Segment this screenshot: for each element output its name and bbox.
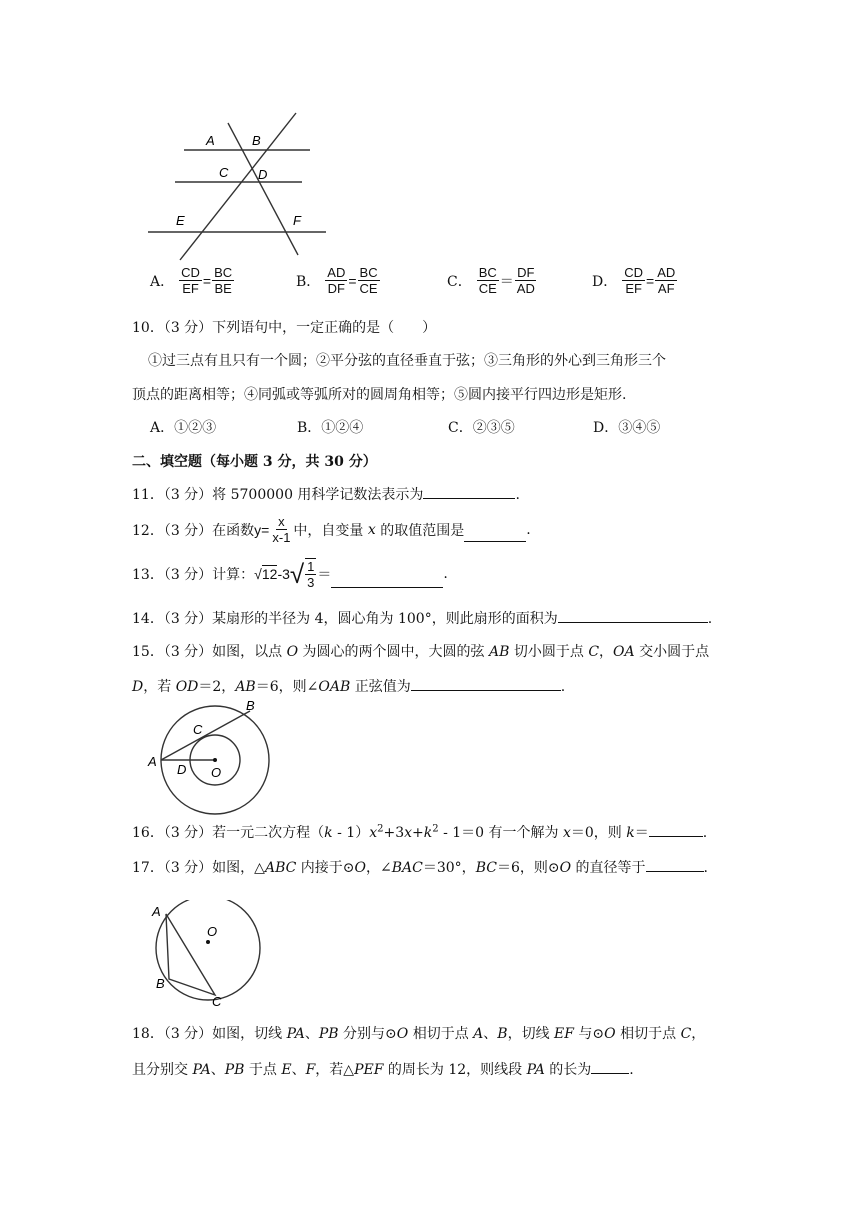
q17-label-B: B [156, 976, 165, 991]
q10-stem: 10．（3 分）下列语句中，一定正确的是（ ） [132, 320, 437, 336]
section-2-title: 二、填空题（每小题 3 分，共 30 分） [132, 454, 377, 470]
q17-label-C: C [212, 994, 222, 1009]
q16: 16．（3 分）若一元二次方程$(k - 1)x^2+3x+k^2 - 1=0$ 有一个解为 x＝0，则 k＝ . [132, 823, 708, 841]
q17-label-O: O [207, 924, 218, 939]
q15-label-C: C [193, 722, 203, 737]
q14: 14．（3 分）某扇形的半径为 4，圆心角为 100°，则此扇形的面积为 . [132, 608, 712, 628]
q9-figure [140, 105, 340, 265]
q10-option-d[interactable]: D．③④⑤ [593, 420, 661, 436]
q15-line2: D，若 OD＝2，AB＝6，则∠OAB 正弦值为 . [132, 676, 565, 696]
q10-option-c[interactable]: C．②③⑤ [448, 420, 515, 436]
q9-option-b[interactable]: B． $\frac{AD}{DF}$ = $\frac{BC}{CE}$ [296, 265, 378, 296]
q10-statements-line1: ①过三点有且只有一个圆；②平分弦的直径垂直于弦；③三角形的外心到三角形三个 [148, 353, 666, 369]
q9-label-B: B [252, 133, 261, 148]
q9-label-C: C [219, 165, 229, 180]
q9-option-a[interactable]: A． $\frac{CD}{EF}$ = $\frac{BC}{BE}$ [150, 265, 233, 296]
q15-label-A: A [148, 754, 157, 769]
q15-figure [145, 698, 275, 816]
q17-answer-blank[interactable] [646, 857, 704, 872]
q12-answer-blank[interactable] [464, 527, 526, 542]
q14-answer-blank[interactable] [558, 608, 708, 623]
q9-option-c[interactable]: C． $\frac{BC}{CE}$ ＝ $\frac{DF}{AD}$ [447, 265, 535, 296]
q17-label-A: A [152, 904, 161, 919]
q15-label-D: D [177, 762, 187, 777]
q16-answer-blank[interactable] [649, 822, 703, 837]
q15-label-B: B [246, 698, 255, 713]
q10-statements-line2: 顶点的距离相等；④同弧或等弧所对的圆周角相等；⑤圆内接平行四边形是矩形. [132, 387, 627, 403]
q18-line2: 且分别交 PA、PB 于点 E、F，若△PEF 的周长为 12，则线段 PA 的长为 . [132, 1059, 634, 1079]
q11: 11．（3 分）将 5700000 用科学记数法表示为 . [132, 484, 520, 504]
q15-line1: 15．（3 分）如图，以点 O 为圆心的两个圆中，大圆的弦 AB 切小圆于点 C，OA 交小圆于点 [132, 644, 710, 660]
q9-label-F: F [293, 213, 301, 228]
q12: 12．（3 分）在函数 y= $\frac{x}{x-1}$ 中，自变量 x 的取值范围是 . [132, 514, 531, 545]
q15-label-O: O [211, 765, 222, 780]
q15-answer-blank[interactable] [411, 676, 561, 691]
sqrt-12: √12 [254, 566, 278, 582]
q10-option-a[interactable]: A．①②③ [150, 420, 217, 436]
q18-line1: 18．（3 分）如图，切线 PA、PB 分别与⊙O 相切于点 A、B，切线 EF 与⊙O 相切于点 C， [132, 1026, 706, 1042]
q10-option-b[interactable]: B．①②④ [297, 420, 364, 436]
q13: 13．（3 分）计算： √12 -3 √ $\frac{1}{3}$ ＝ . [132, 559, 448, 590]
q9-label-E: E [176, 213, 185, 228]
q13-answer-blank[interactable] [331, 573, 443, 588]
q11-answer-blank[interactable] [423, 484, 515, 499]
q9-label-A: A [206, 133, 215, 148]
q18-answer-blank[interactable] [591, 1059, 629, 1074]
q17-figure [148, 900, 268, 1012]
q9-option-d[interactable]: D． $\frac{CD}{EF}$ = $\frac{AD}{AF}$ [592, 265, 676, 296]
q9-label-D: D [258, 167, 268, 182]
q17: 17．（3 分）如图，△ABC 内接于⊙O，∠BAC＝30°，BC＝6，则⊙O 的直径等于 . [132, 857, 708, 877]
